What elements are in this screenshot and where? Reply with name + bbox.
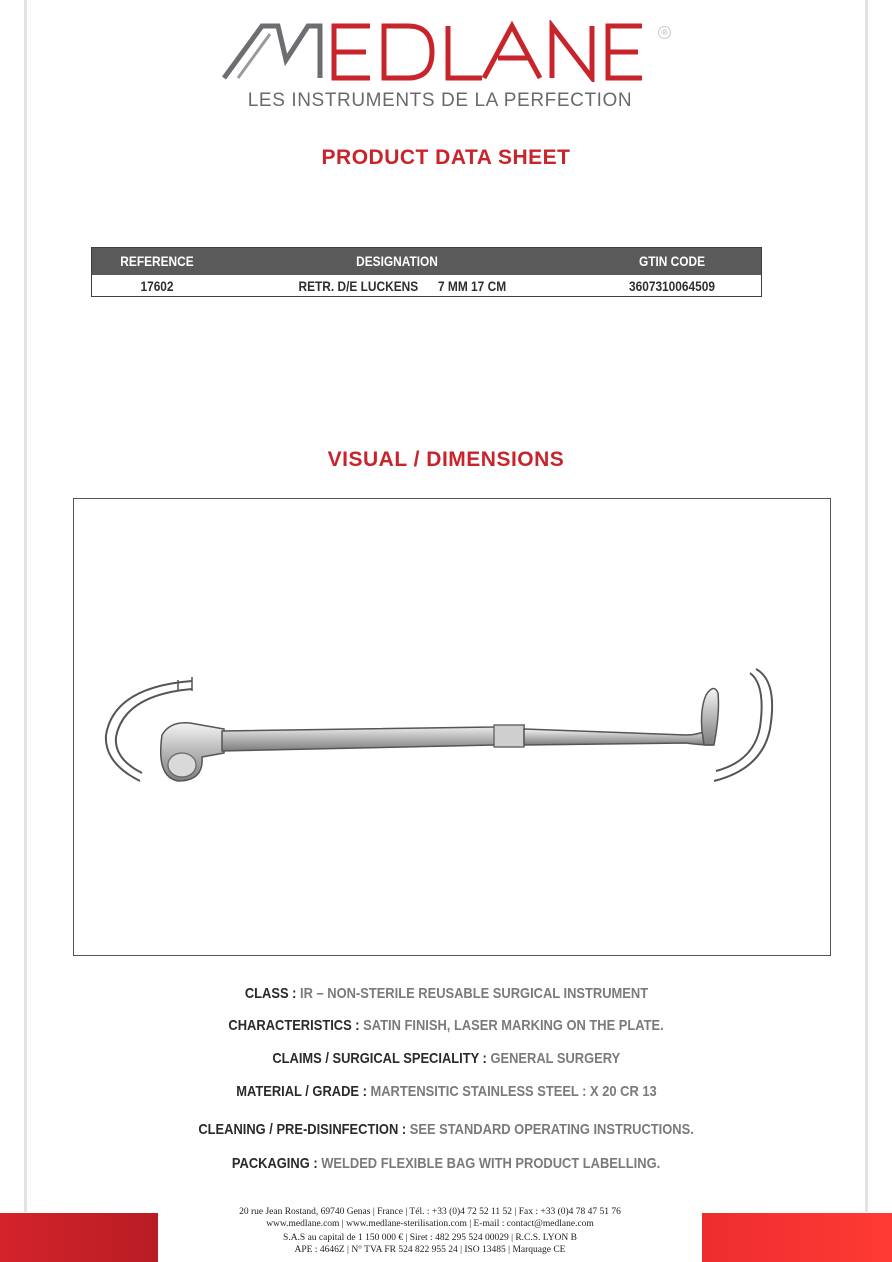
double-ended-retractor-icon [74,499,830,955]
footer-address: 20 rue Jean Rostand, 69740 Genas | France | Tél. : +33 (0)4 72 52 11 52 | Fax : +33 (0)4 78 47 51 76 [239,1207,621,1217]
cell-reference: 17602 [140,278,174,294]
spec-class: CLASS : IR – NON-STERILE REUSABLE SURGICAL INSTRUMENT [244,985,648,1002]
header-reference: REFERENCE [120,253,194,269]
header-gtin: GTIN CODE [638,253,706,269]
table-row [92,275,761,296]
footer-web: www.medlane.com | www.medlane-sterilisation.com | E-mail : contact@medlane.com [266,1219,594,1229]
spec-cleaning: CLEANING / PRE-DISINFECTION : SEE STANDARD OPERATING INSTRUCTIONS. [198,1121,694,1138]
spec-material: MATERIAL / GRADE : MARTENSITIC STAINLESS STEEL : X 20 CR 13 [235,1083,657,1100]
footer-registration: APE : 4646Z | N° TVA FR 524 822 955 24 | ISO 13485 | Marquage CE [294,1245,566,1255]
footer-bar-right [702,1213,892,1262]
product-visual-frame [73,498,831,956]
product-data-sheet-title: PRODUCT DATA SHEET [321,146,571,169]
cell-designation: RETR. D/E LUCKENS 7 MM 17 CM [298,278,507,294]
spec-packaging: PACKAGING : WELDED FLEXIBLE BAG WITH PRODUCT LABELLING. [231,1155,661,1172]
table-header-row [92,248,761,275]
cell-gtin: 3607310064509 [628,278,716,294]
spec-characteristics: CHARACTERISTICS : SATIN FINISH, LASER MARKING ON THE PLATE. [228,1017,664,1034]
visual-dimensions-title: VISUAL / DIMENSIONS [327,448,565,471]
medlane-logo [210,20,680,115]
medlane-wordmark [222,20,662,82]
brand-tagline: LES INSTRUMENTS DE LA PERFECTION [247,90,633,111]
footer-bar-left [0,1213,158,1262]
header-designation: DESIGNATION [356,253,438,269]
registered-mark: ® [658,26,671,39]
reference-table [91,247,762,297]
spec-claims: CLAIMS / SURGICAL SPECIALITY : GENERAL SURGERY [272,1050,620,1067]
footer-company: S.A.S au capital de 1 150 000 € | Siret : 482 295 524 00029 | R.C.S. LYON B [283,1233,577,1243]
